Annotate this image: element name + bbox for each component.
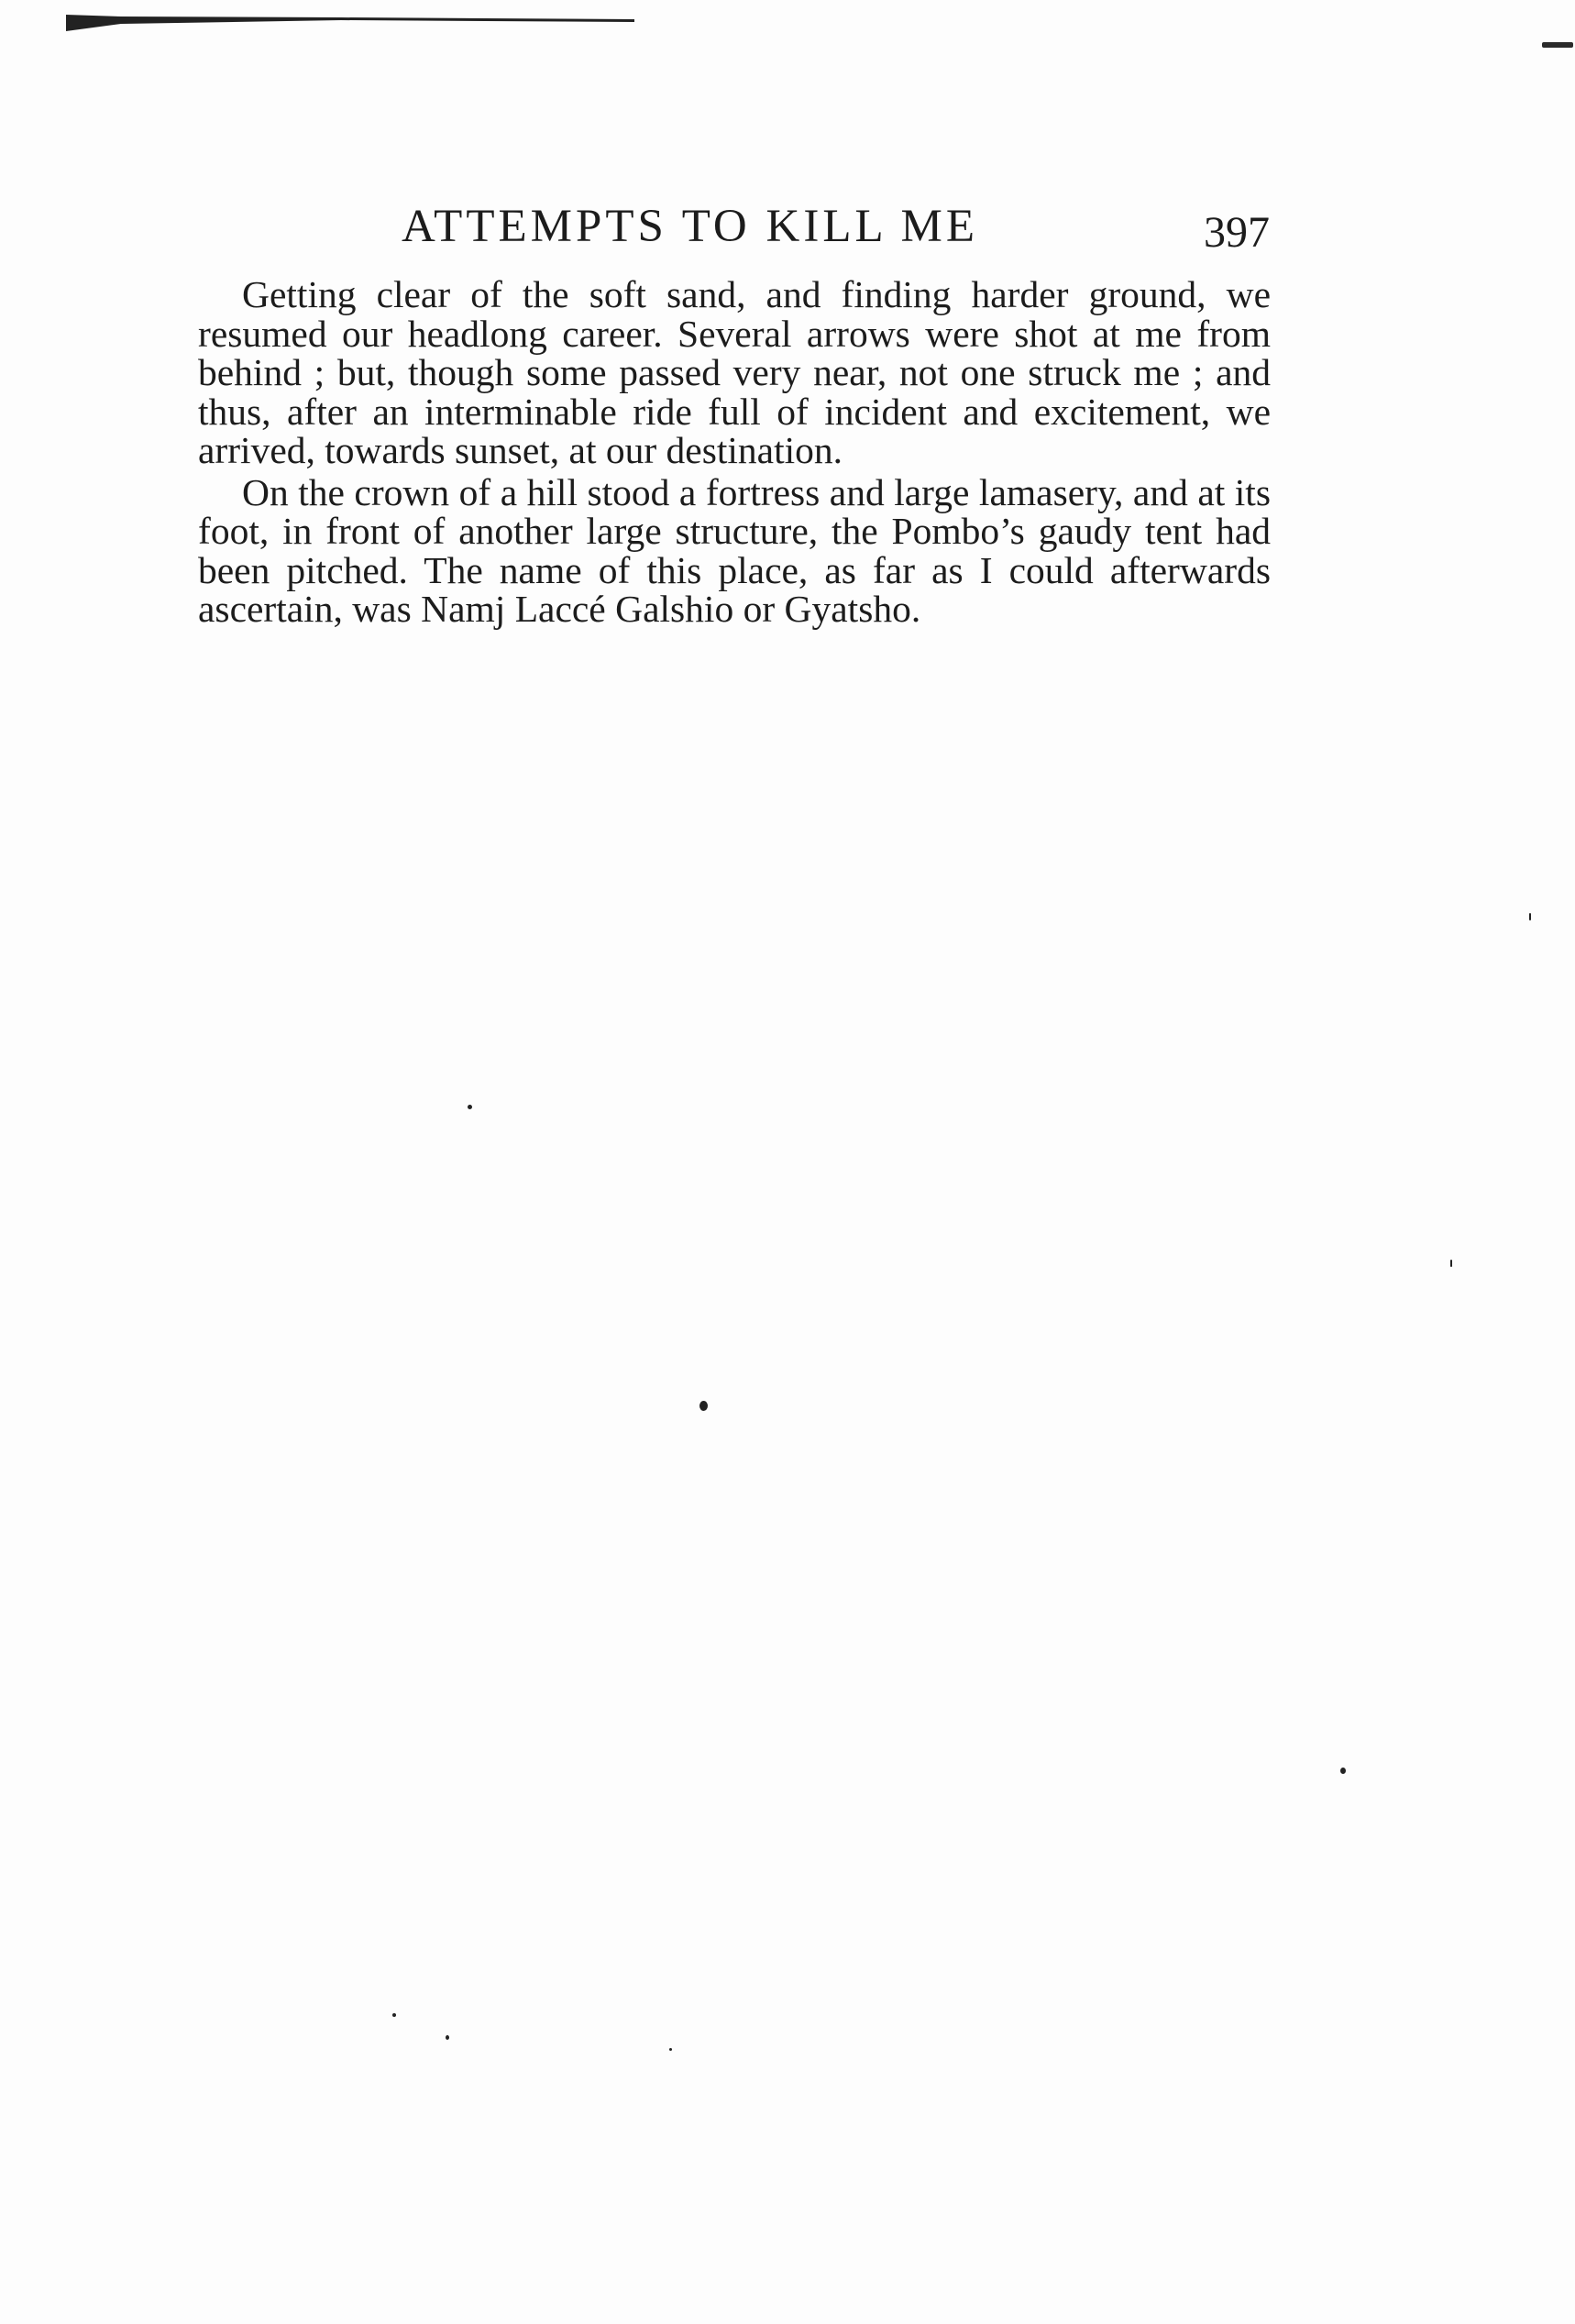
scan-speck	[446, 2035, 449, 2040]
scan-speck	[468, 1105, 472, 1109]
scan-speck	[1450, 1260, 1452, 1267]
scan-speck	[1529, 913, 1531, 920]
body-text	[198, 275, 1271, 629]
scan-speck	[392, 2013, 396, 2017]
scan-edge-mark	[1542, 42, 1573, 48]
scan-edge-rule	[66, 13, 634, 31]
scan-speck	[699, 1401, 708, 1411]
page-number: 397	[1204, 208, 1270, 257]
scan-speck	[1340, 1768, 1346, 1774]
paragraph-1: Getting clear of the soft sand, and finding harder ground, we resumed our headlong career. Several arrows were shot at me from behind ; but, though some passed very near, not one struck me ; and thus, after an interminable ride full of incident and excitement, we arrived, towards sunset, at our destination.	[198, 273, 1271, 471]
scan-speck	[669, 2048, 672, 2051]
running-head: ATTEMPTS TO KILL ME	[402, 201, 978, 252]
paragraph-2: On the crown of a hill stood a fortress and large lamasery, and at its foot, in front of another large structure, the Pombo’s gaudy tent had been pitched. The name of this place, as far as I could afterwards ascertain, was Namj Laccé Galshio or Gyatsho.	[198, 470, 1271, 630]
